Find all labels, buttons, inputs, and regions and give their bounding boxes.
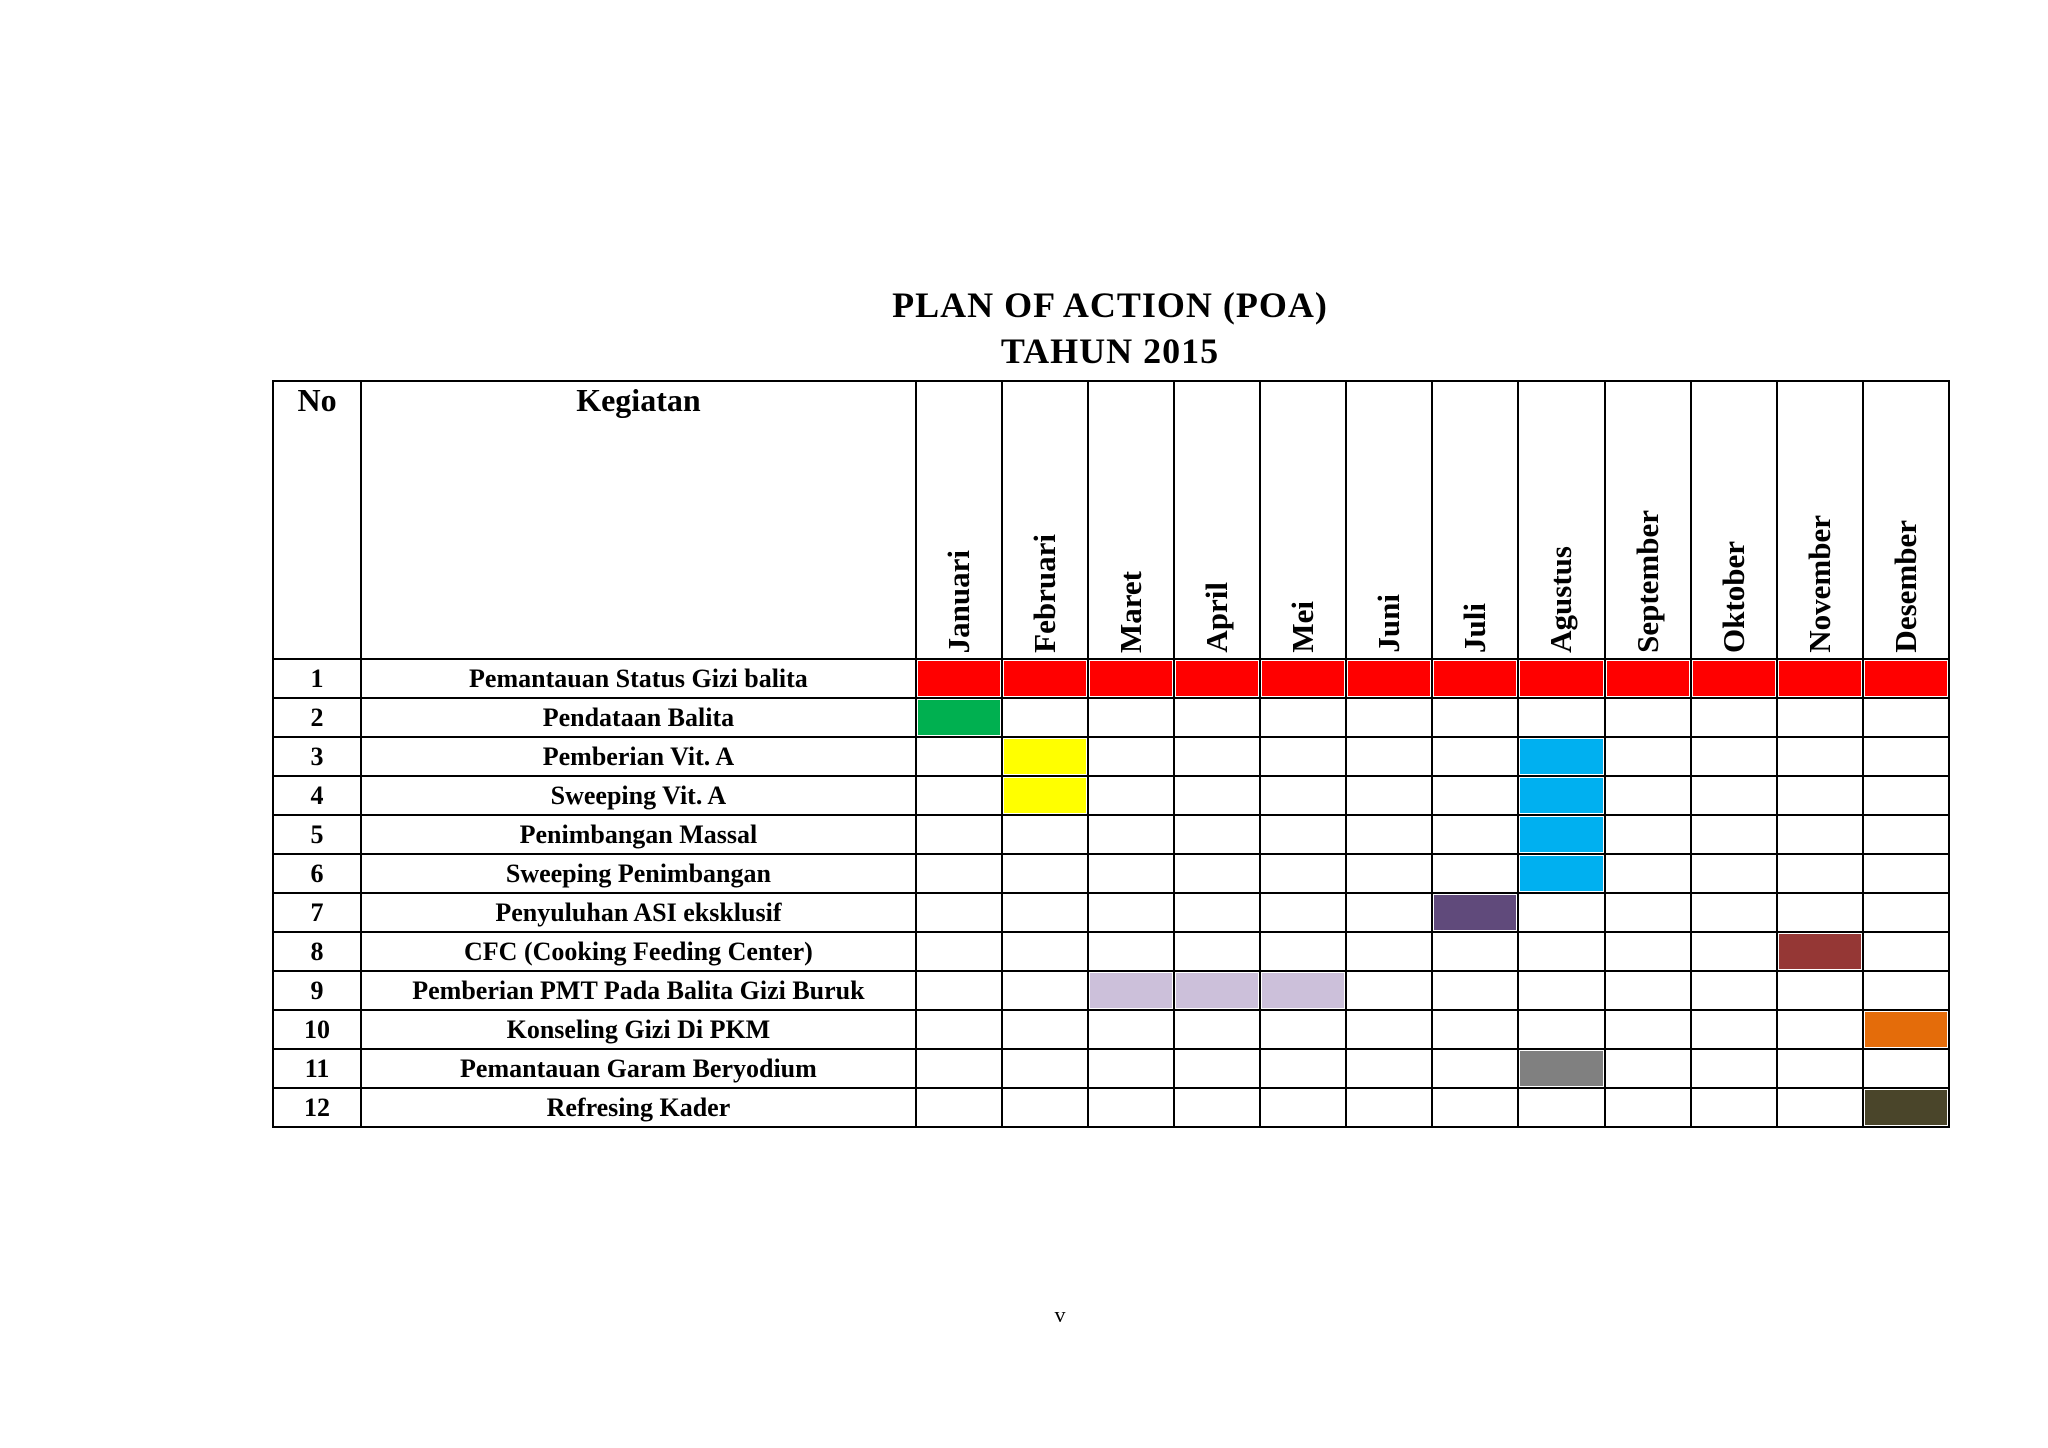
- schedule-cell: [1346, 1088, 1432, 1127]
- schedule-cell: [1605, 971, 1691, 1010]
- schedule-cell: [1863, 776, 1949, 815]
- schedule-cell: [1863, 854, 1949, 893]
- scheduled-month-fill: [1520, 856, 1602, 891]
- activity-name: Pemantauan Garam Beryodium: [361, 1049, 916, 1088]
- month-header-mei: [1260, 381, 1346, 659]
- schedule-cell: [916, 971, 1002, 1010]
- activity-name: Penyuluhan ASI eksklusif: [361, 893, 916, 932]
- schedule-cell: [1518, 854, 1604, 893]
- schedule-cell: [1432, 971, 1518, 1010]
- activity-name: Pemberian Vit. A: [361, 737, 916, 776]
- schedule-cell: [1088, 698, 1174, 737]
- scheduled-month-fill: [1004, 778, 1086, 813]
- schedule-cell: [1260, 659, 1346, 698]
- scheduled-month-fill: [1865, 661, 1947, 696]
- schedule-cell: [1002, 815, 1088, 854]
- schedule-cell: [1174, 776, 1260, 815]
- schedule-cell: [1346, 698, 1432, 737]
- schedule-cell: [1432, 932, 1518, 971]
- schedule-cell: [1002, 659, 1088, 698]
- month-label: Mei: [1285, 601, 1321, 653]
- schedule-cell: [1260, 1088, 1346, 1127]
- schedule-cell: [1174, 1049, 1260, 1088]
- schedule-cell: [1518, 815, 1604, 854]
- schedule-cell: [1691, 737, 1777, 776]
- month-label: November: [1801, 515, 1837, 653]
- schedule-cell: [1002, 776, 1088, 815]
- schedule-cell: [1002, 698, 1088, 737]
- scheduled-month-fill: [1004, 661, 1086, 696]
- schedule-cell: [916, 1049, 1002, 1088]
- schedule-cell: [1777, 971, 1863, 1010]
- schedule-cell: [1088, 893, 1174, 932]
- month-header-september: [1605, 381, 1691, 659]
- month-label: Juli: [1457, 603, 1493, 653]
- schedule-cell: [916, 815, 1002, 854]
- month-header-juni: [1346, 381, 1432, 659]
- schedule-cell: [1518, 737, 1604, 776]
- table-row: [273, 1049, 1949, 1088]
- schedule-cell: [916, 659, 1002, 698]
- column-header-kegiatan: Kegiatan: [361, 381, 916, 659]
- schedule-cell: [916, 1010, 1002, 1049]
- schedule-cell: [1174, 893, 1260, 932]
- page-subtitle: TAHUN 2015: [1000, 331, 1220, 371]
- schedule-cell: [1605, 815, 1691, 854]
- schedule-cell: [1260, 932, 1346, 971]
- schedule-cell: [1346, 854, 1432, 893]
- schedule-cell: [1691, 893, 1777, 932]
- month-header-juli: [1432, 381, 1518, 659]
- row-number: 1: [273, 659, 361, 698]
- row-number: 7: [273, 893, 361, 932]
- schedule-cell: [916, 698, 1002, 737]
- activity-name: Sweeping Penimbangan: [361, 854, 916, 893]
- row-number: 10: [273, 1010, 361, 1049]
- schedule-cell: [1346, 1010, 1432, 1049]
- row-number: 4: [273, 776, 361, 815]
- schedule-cell: [1518, 698, 1604, 737]
- row-number: 12: [273, 1088, 361, 1127]
- scheduled-month-fill: [1262, 973, 1344, 1008]
- month-header-desember: [1863, 381, 1949, 659]
- schedule-cell: [1518, 659, 1604, 698]
- schedule-cell: [1863, 971, 1949, 1010]
- schedule-cell: [1777, 698, 1863, 737]
- activity-name: Penimbangan Massal: [361, 815, 916, 854]
- month-label: Agustus: [1543, 546, 1579, 653]
- month-label: Januari: [940, 549, 976, 653]
- schedule-cell: [1777, 1088, 1863, 1127]
- poa-table-body: [273, 659, 1949, 1127]
- month-label: September: [1629, 510, 1665, 653]
- schedule-cell: [1260, 815, 1346, 854]
- schedule-cell: [1605, 1049, 1691, 1088]
- table-row: [273, 659, 1949, 698]
- scheduled-month-fill: [918, 661, 1000, 696]
- schedule-cell: [1088, 971, 1174, 1010]
- schedule-cell: [1174, 1088, 1260, 1127]
- schedule-cell: [1260, 737, 1346, 776]
- schedule-cell: [1691, 776, 1777, 815]
- schedule-cell: [1260, 971, 1346, 1010]
- scheduled-month-fill: [1520, 778, 1602, 813]
- activity-name: Sweeping Vit. A: [361, 776, 916, 815]
- table-row: [273, 1010, 1949, 1049]
- table-row: [273, 776, 1949, 815]
- schedule-cell: [1777, 659, 1863, 698]
- schedule-cell: [1605, 659, 1691, 698]
- schedule-cell: [1002, 854, 1088, 893]
- month-header-oktober: [1691, 381, 1777, 659]
- schedule-cell: [1863, 893, 1949, 932]
- schedule-cell: [1691, 932, 1777, 971]
- month-header-agustus: [1518, 381, 1604, 659]
- scheduled-month-fill: [1434, 895, 1516, 930]
- table-row: [273, 932, 1949, 971]
- activity-name: Pendataan Balita: [361, 698, 916, 737]
- schedule-cell: [1863, 737, 1949, 776]
- schedule-cell: [1605, 893, 1691, 932]
- schedule-cell: [916, 854, 1002, 893]
- schedule-cell: [1174, 854, 1260, 893]
- schedule-cell: [1777, 932, 1863, 971]
- scheduled-month-fill: [1348, 661, 1430, 696]
- schedule-cell: [1432, 1010, 1518, 1049]
- schedule-cell: [1346, 971, 1432, 1010]
- scheduled-month-fill: [1090, 661, 1172, 696]
- schedule-cell: [1605, 1088, 1691, 1127]
- month-header-april: [1174, 381, 1260, 659]
- title-block: [0, 282, 2048, 374]
- schedule-cell: [1518, 1049, 1604, 1088]
- scheduled-month-fill: [1520, 1051, 1602, 1086]
- activity-name: CFC (Cooking Feeding Center): [361, 932, 916, 971]
- scheduled-month-fill: [918, 700, 1000, 735]
- schedule-cell: [1691, 1088, 1777, 1127]
- table-row: [273, 893, 1949, 932]
- schedule-cell: [1346, 1049, 1432, 1088]
- schedule-cell: [1088, 1049, 1174, 1088]
- row-number: 9: [273, 971, 361, 1010]
- scheduled-month-fill: [1004, 739, 1086, 774]
- schedule-cell: [1432, 815, 1518, 854]
- schedule-cell: [1605, 776, 1691, 815]
- schedule-cell: [916, 776, 1002, 815]
- table-row: [273, 815, 1949, 854]
- table-row: [273, 698, 1949, 737]
- scheduled-month-fill: [1176, 973, 1258, 1008]
- schedule-cell: [1432, 1088, 1518, 1127]
- month-label: Oktober: [1715, 541, 1751, 653]
- schedule-cell: [1260, 1049, 1346, 1088]
- scheduled-month-fill: [1779, 661, 1861, 696]
- schedule-cell: [1346, 815, 1432, 854]
- schedule-cell: [1691, 971, 1777, 1010]
- schedule-cell: [1088, 776, 1174, 815]
- schedule-cell: [1002, 971, 1088, 1010]
- schedule-cell: [1432, 659, 1518, 698]
- schedule-cell: [1346, 737, 1432, 776]
- page-title: PLAN OF ACTION (POA): [892, 285, 1328, 325]
- schedule-cell: [1691, 854, 1777, 893]
- schedule-cell: [1002, 737, 1088, 776]
- schedule-cell: [1518, 932, 1604, 971]
- schedule-cell: [1432, 854, 1518, 893]
- schedule-cell: [1088, 737, 1174, 776]
- schedule-cell: [1605, 698, 1691, 737]
- table-row: [273, 1088, 1949, 1127]
- scheduled-month-fill: [1520, 739, 1602, 774]
- schedule-cell: [1863, 815, 1949, 854]
- scheduled-month-fill: [1434, 661, 1516, 696]
- scheduled-month-fill: [1090, 973, 1172, 1008]
- schedule-cell: [1174, 815, 1260, 854]
- schedule-cell: [1605, 932, 1691, 971]
- row-number: 3: [273, 737, 361, 776]
- schedule-cell: [1088, 815, 1174, 854]
- schedule-cell: [1863, 659, 1949, 698]
- schedule-cell: [1002, 1088, 1088, 1127]
- month-label: Maret: [1112, 570, 1148, 653]
- schedule-cell: [1777, 776, 1863, 815]
- month-header-januari: [916, 381, 1002, 659]
- schedule-cell: [1174, 932, 1260, 971]
- schedule-cell: [1260, 1010, 1346, 1049]
- schedule-cell: [916, 737, 1002, 776]
- schedule-cell: [1174, 698, 1260, 737]
- schedule-cell: [1432, 893, 1518, 932]
- schedule-cell: [1432, 1049, 1518, 1088]
- month-header-november: [1777, 381, 1863, 659]
- schedule-cell: [1691, 815, 1777, 854]
- month-label: Februari: [1026, 534, 1062, 653]
- schedule-cell: [1260, 854, 1346, 893]
- schedule-cell: [1691, 1010, 1777, 1049]
- schedule-cell: [1605, 1010, 1691, 1049]
- page-number: v: [1054, 1302, 1066, 1327]
- schedule-cell: [1174, 971, 1260, 1010]
- schedule-cell: [1002, 1049, 1088, 1088]
- schedule-cell: [1518, 893, 1604, 932]
- schedule-cell: [1777, 1010, 1863, 1049]
- schedule-cell: [1432, 737, 1518, 776]
- table-row: [273, 971, 1949, 1010]
- schedule-cell: [1863, 698, 1949, 737]
- schedule-cell: [1863, 1088, 1949, 1127]
- schedule-cell: [1174, 659, 1260, 698]
- schedule-cell: [1863, 932, 1949, 971]
- month-label: Desember: [1887, 520, 1923, 653]
- scheduled-month-fill: [1865, 1090, 1947, 1125]
- schedule-cell: [1174, 737, 1260, 776]
- schedule-cell: [1691, 1049, 1777, 1088]
- activity-name: Pemberian PMT Pada Balita Gizi Buruk: [361, 971, 916, 1010]
- table-row: [273, 737, 1949, 776]
- row-number: 2: [273, 698, 361, 737]
- scheduled-month-fill: [1262, 661, 1344, 696]
- schedule-cell: [1777, 1049, 1863, 1088]
- schedule-cell: [1088, 854, 1174, 893]
- header-row: [273, 381, 1949, 659]
- month-label: Juni: [1371, 594, 1407, 653]
- scheduled-month-fill: [1520, 817, 1602, 852]
- schedule-cell: [1691, 698, 1777, 737]
- schedule-cell: [1260, 698, 1346, 737]
- schedule-cell: [1691, 659, 1777, 698]
- schedule-cell: [1863, 1010, 1949, 1049]
- schedule-cell: [1002, 932, 1088, 971]
- row-number: 11: [273, 1049, 361, 1088]
- schedule-cell: [1777, 854, 1863, 893]
- schedule-cell: [1346, 776, 1432, 815]
- month-header-februari: [1002, 381, 1088, 659]
- month-header-maret: [1088, 381, 1174, 659]
- poa-table: [272, 380, 1950, 1128]
- schedule-cell: [1518, 776, 1604, 815]
- schedule-cell: [1605, 737, 1691, 776]
- schedule-cell: [1777, 815, 1863, 854]
- schedule-cell: [1002, 1010, 1088, 1049]
- schedule-cell: [1777, 737, 1863, 776]
- column-header-no: No: [273, 381, 361, 659]
- schedule-cell: [1518, 1088, 1604, 1127]
- schedule-cell: [1088, 932, 1174, 971]
- schedule-cell: [916, 1088, 1002, 1127]
- schedule-cell: [1088, 659, 1174, 698]
- activity-name: Pemantauan Status Gizi balita: [361, 659, 916, 698]
- scheduled-month-fill: [1865, 1012, 1947, 1047]
- schedule-cell: [1777, 893, 1863, 932]
- schedule-cell: [1346, 893, 1432, 932]
- schedule-cell: [1088, 1088, 1174, 1127]
- row-number: 5: [273, 815, 361, 854]
- schedule-cell: [1518, 1010, 1604, 1049]
- scheduled-month-fill: [1176, 661, 1258, 696]
- activity-name: Konseling Gizi Di PKM: [361, 1010, 916, 1049]
- schedule-cell: [1260, 893, 1346, 932]
- schedule-cell: [1346, 932, 1432, 971]
- month-label: April: [1199, 582, 1235, 653]
- scheduled-month-fill: [1607, 661, 1689, 696]
- schedule-cell: [1260, 776, 1346, 815]
- table-row: [273, 854, 1949, 893]
- schedule-cell: [916, 932, 1002, 971]
- scheduled-month-fill: [1693, 661, 1775, 696]
- schedule-cell: [1346, 659, 1432, 698]
- schedule-cell: [1432, 698, 1518, 737]
- row-number: 8: [273, 932, 361, 971]
- schedule-cell: [1174, 1010, 1260, 1049]
- schedule-cell: [1432, 776, 1518, 815]
- schedule-cell: [1518, 971, 1604, 1010]
- schedule-cell: [916, 893, 1002, 932]
- schedule-cell: [1863, 1049, 1949, 1088]
- scheduled-month-fill: [1779, 934, 1861, 969]
- row-number: 6: [273, 854, 361, 893]
- activity-name: Refresing Kader: [361, 1088, 916, 1127]
- schedule-cell: [1605, 854, 1691, 893]
- scheduled-month-fill: [1520, 661, 1602, 696]
- schedule-cell: [1002, 893, 1088, 932]
- schedule-cell: [1088, 1010, 1174, 1049]
